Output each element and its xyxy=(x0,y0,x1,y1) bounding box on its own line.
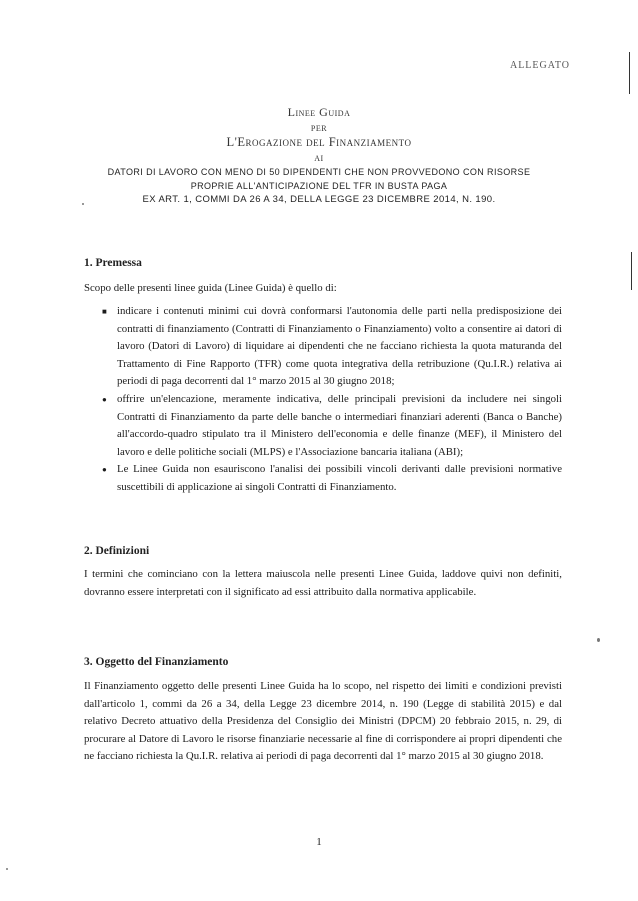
section-2-title: 2. Definizioni xyxy=(84,545,150,557)
margin-mark xyxy=(631,252,632,290)
bullet-icon: ● xyxy=(102,394,107,404)
margin-mark xyxy=(629,52,630,94)
section-3-text: Il Finanziamento oggetto delle presenti Linee Guida ha lo scopo, nel rispetto dei limiti e condizioni previsti dall'articolo 1, commi da 26 a 34, della Legge 23 dicembre 2014, n. 190 (Legge di stabilità 2015) e dal relativo Decreto attuativo della Presidenza del Consiglio dei Ministri (DPCM) 20 febbraio 2015, n. 29, di procurare al Datore di Lavoro le risorse finanziarie necessarie al fine di corrispondere ai propri dipendenti che ne facciano richiesta la Qu.I.R. relativa ai periodi di paga decorrenti dal 1° marzo 2015 al 30 giugno 2018. xyxy=(84,680,562,763)
bullet-icon: ● xyxy=(102,465,107,475)
bullet-icon: ■ xyxy=(102,307,107,316)
list-item xyxy=(102,303,562,391)
header-line-3: L'Erogazione del Finanziamento xyxy=(226,135,412,149)
scan-speck xyxy=(6,868,8,870)
bullet-text: indicare i contenuti minimi cui dovrà conformarsi l'autonomia delle parti nella predisposizione dei contratti di finanziamento (Contratti di Finanziamento o Finanziamento) volto a consentire ai datori di lavoro (Datori di Lavoro) di liquidare ai dipendenti che ne facciano richiesta la quota maturanda del Trattamento di Fine Rapporto (TFR) come quota integrativa della retribuzione (Qu.I.R.) relativa ai periodi di paga decorrenti dal 1° marzo 2015 al 30 giugno 2018; xyxy=(117,305,562,388)
page-number: 1 xyxy=(316,836,322,848)
header-line-7: EX ART. 1, COMMI DA 26 A 34, DELLA LEGGE 23 DICEMBRE 2014, N. 190. xyxy=(142,194,496,205)
header-line-1: Linee Guida xyxy=(287,105,351,119)
allegato-label: ALLEGATO xyxy=(509,60,570,71)
section-2-text: I termini che cominciano con la lettera maiuscola nelle presenti Linee Guida, laddove quivi non definiti, dovranno essere interpretati con il significato ad essi attribuito dalla normativa applicabile. xyxy=(84,568,562,598)
bullet-text: Le Linee Guida non esauriscono l'analisi dei possibili vincoli derivanti dalle previsioni normative suscettibili di applicazione ai singoli Contratti di Finanziamento. xyxy=(117,463,562,493)
document-header xyxy=(0,105,638,207)
list-item xyxy=(102,461,562,496)
section-1-intro: Scopo delle presenti linee guida (Linee Guida) è quello di: xyxy=(84,282,337,294)
header-line-4: ai xyxy=(314,150,324,164)
header-line-2: per xyxy=(310,120,328,134)
section-1-bullets xyxy=(102,303,562,497)
header-line-6: PROPRIE ALL'ANTICIPAZIONE DEL TFR IN BUSTA PAGA xyxy=(190,181,448,191)
section-1-title: 1. Premessa xyxy=(84,257,142,269)
header-line-5: DATORI DI LAVORO CON MENO DI 50 DIPENDENTI CHE NON PROVVEDONO CON RISORSE xyxy=(107,167,531,177)
scan-speck xyxy=(597,638,600,642)
section-3-title: 3. Oggetto del Finanziamento xyxy=(84,656,229,668)
bullet-text: offrire un'elencazione, meramente indicativa, delle principali previsioni da includere nei singoli Contratti di Finanziamento da parte delle banche o intermediari finanziari aderenti (Banca o Banche) all'accordo-quadro stipulato tra il Ministero dell'economia e delle finanze (MEF), il Ministero del lavoro e delle politiche sociali (MLPS) e l'Associazione bancaria italiana (ABI); xyxy=(117,392,562,458)
list-item xyxy=(102,391,562,461)
